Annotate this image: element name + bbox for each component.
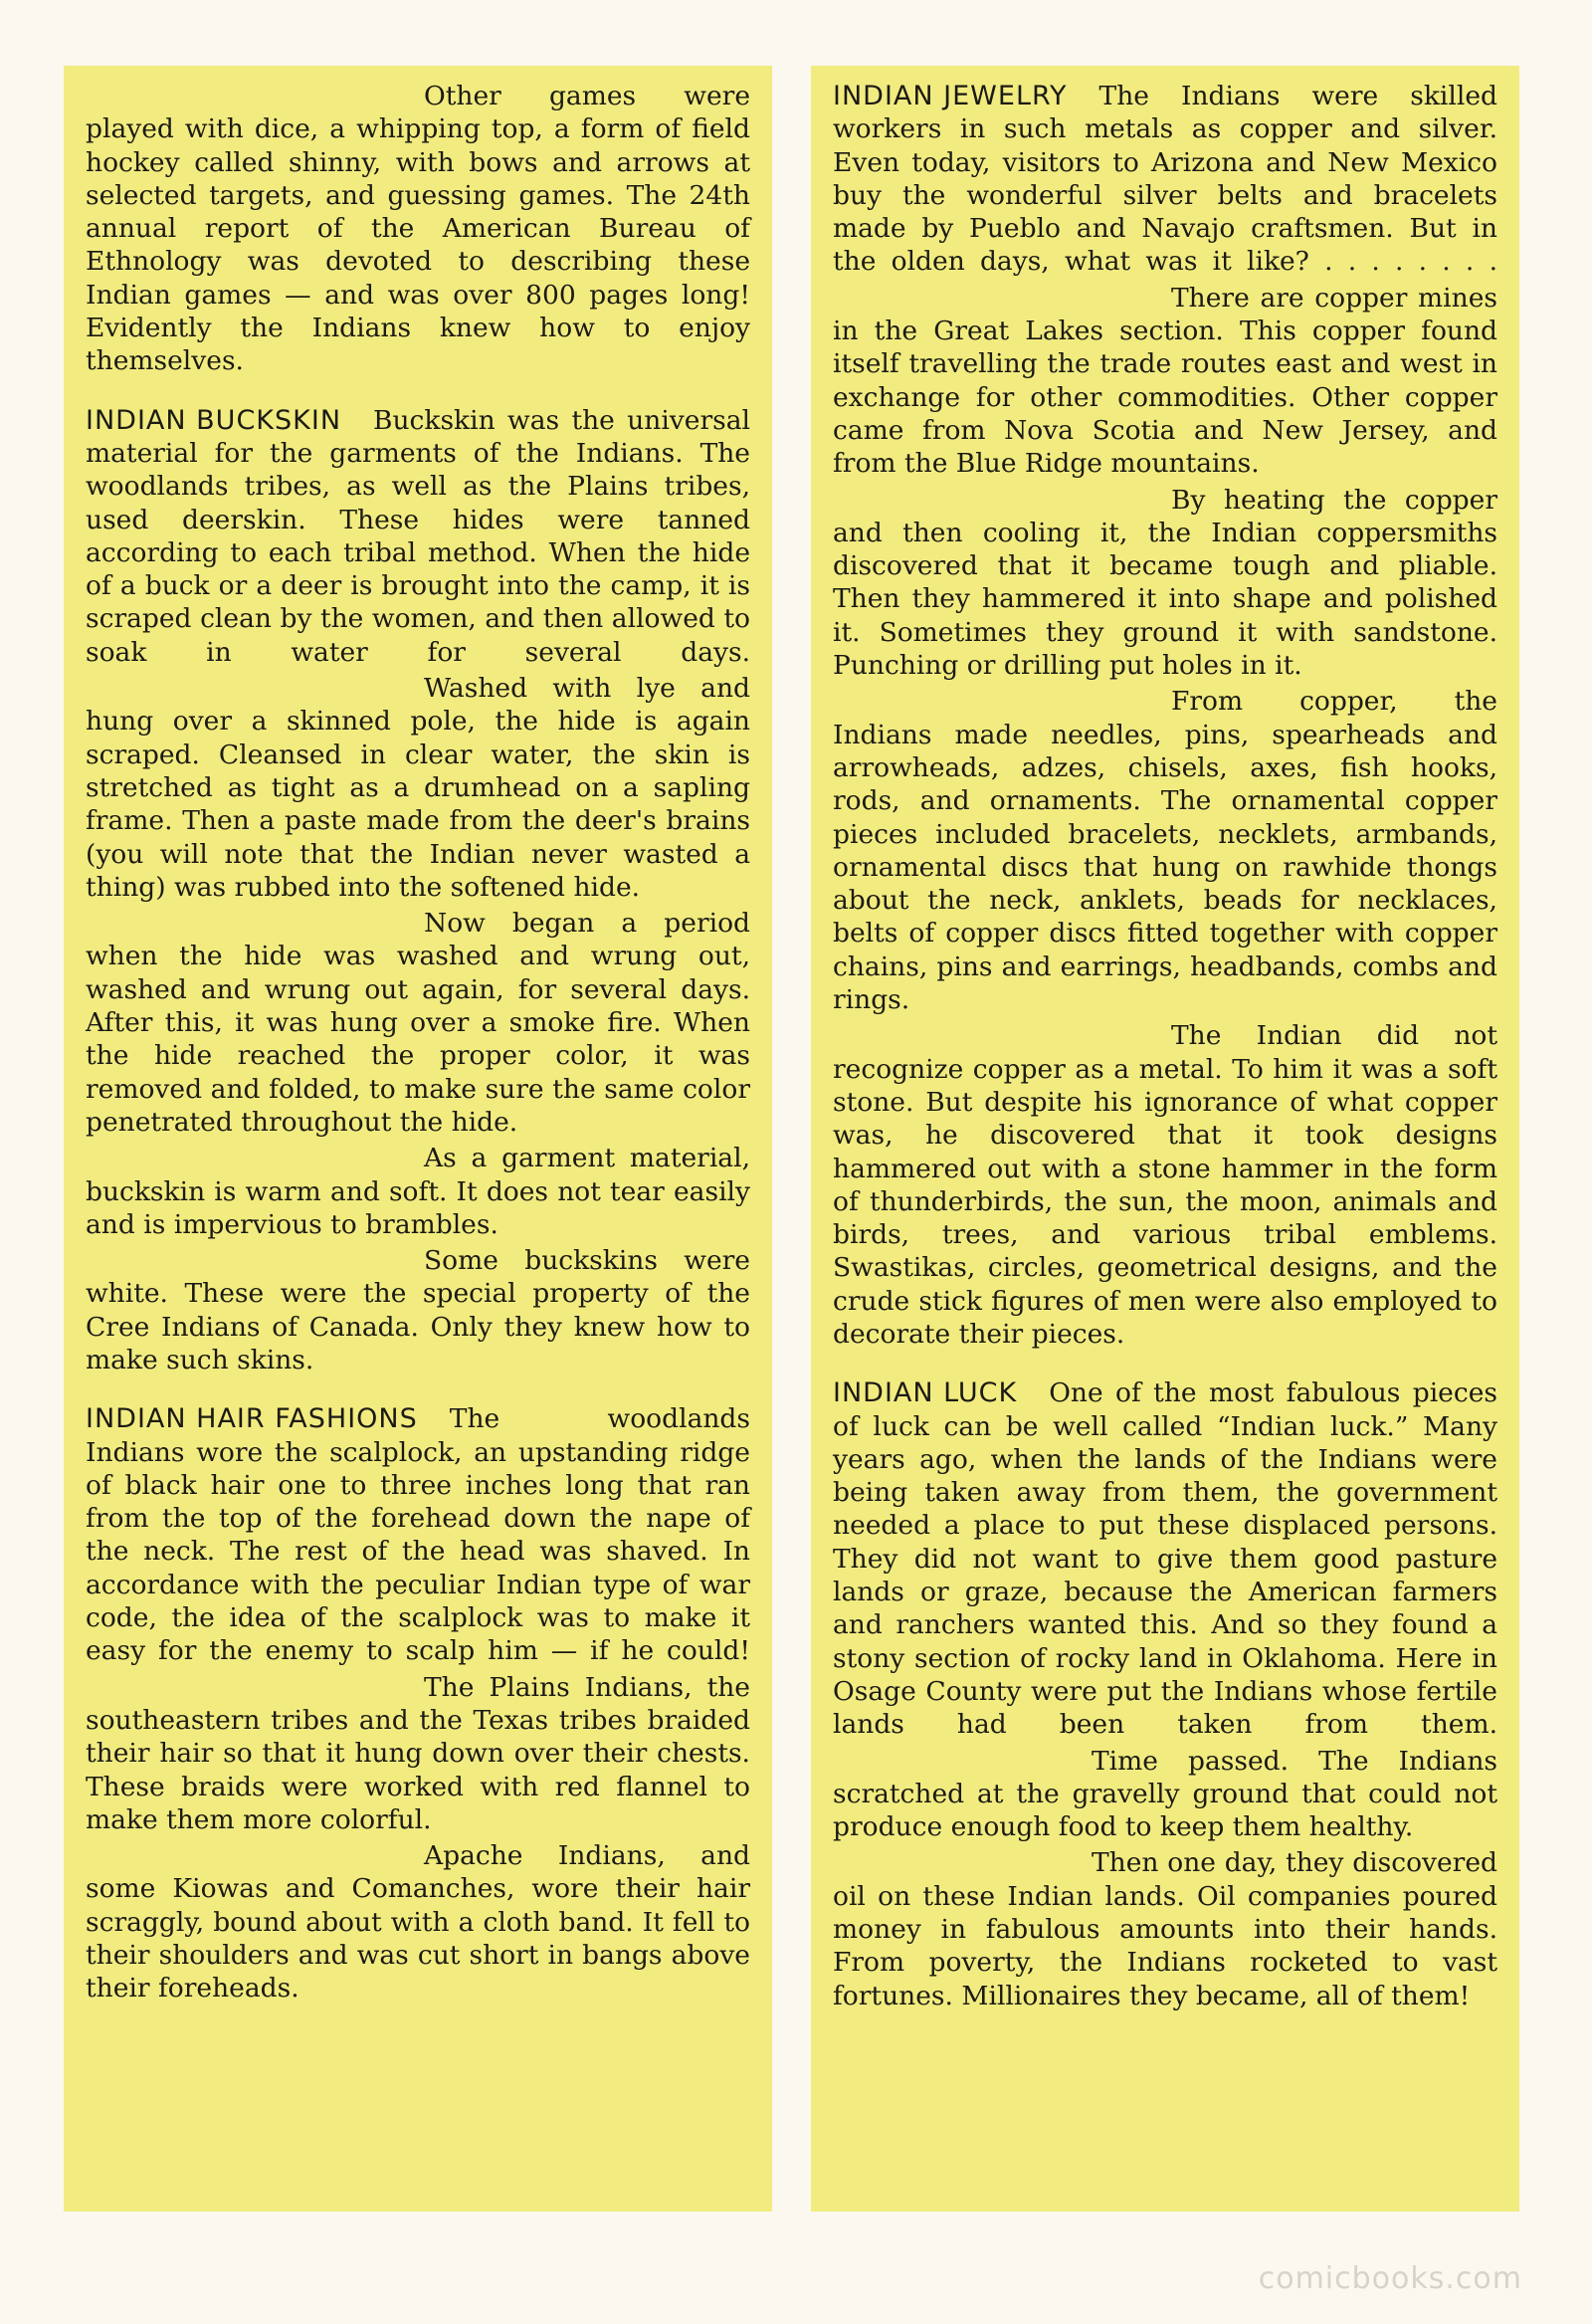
buckskin-paragraph-5: Some buckskins were white. These were the special property of the Cree Indians of Canada. Only they knew how to make such skins. xyxy=(86,1245,750,1375)
section-buckskin xyxy=(86,404,750,1377)
buckskin-paragraph-3: Now began a period when the hide was washed and wrung out, washed and wrung out again, for several days. After this, it was hung over a smoke fire. When the hide reached the proper color, it was removed and folded, to make sure the same color penetrated throughout the hide. xyxy=(86,908,750,1138)
buckskin-paragraph-4: As a garment material, buckskin is warm and soft. It does not tear easily and is impervious to brambles. xyxy=(86,1143,750,1240)
section-heading-buckskin: INDIAN BUCKSKIN xyxy=(86,404,342,436)
jewelry-paragraph-4: From copper, the Indians made needles, pins, spearheads and arrowheads, adzes, chisels, axes, fish hooks, rods, and ornaments. The ornamental copper pieces included bracelets, necklets, armbands, ornamental discs that hung on rawhide thongs about the neck, anklets, beads for necklaces, belts of copper discs fitted together with copper chains, pins and earrings, headbands, combs and rings. xyxy=(833,686,1497,1016)
section-heading-jewelry: INDIAN JEWELRY xyxy=(833,81,1068,111)
jewelry-paragraph-1: The Indians were skilled workers in such metals as copper and silver. Even today, visitors to Arizona and New Mexico buy the wonderful silver belts and bracelets made by Pueblo and Navajo craftsmen. But in the olden days, what was it like? . . . . . . . . xyxy=(833,81,1497,278)
section-jewelry xyxy=(833,80,1497,1351)
luck-paragraph-1: One of the most fabulous pieces of luck can be well called “Indian luck.” Many years ago, when the lands of the Indians were being taken away from them, the government needed a place to put these displaced persons. They did not want to give them good pasture lands or graze, because the American farmers and ranchers wanted this. And so they found a stony section of rocky land in Oklahoma. Here in Osage County were put the Indians whose fertile lands had been taken from them. xyxy=(833,1377,1497,1741)
section-heading-luck: INDIAN LUCK xyxy=(833,1377,1018,1409)
site-watermark: comicbooks.com xyxy=(1258,2261,1522,2296)
right-column xyxy=(811,66,1519,2212)
section-heading-hair: INDIAN HAIR FASHIONS xyxy=(86,1403,418,1435)
luck-paragraph-2: Time passed. The Indians scratched at the gravelly ground that could not produce enough food to keep them healthy. xyxy=(833,1745,1497,1843)
section-luck xyxy=(833,1376,1497,2012)
left-column xyxy=(64,66,772,2212)
hair-paragraph-3: Apache Indians, and some Kiowas and Comanches, wore their hair scraggly, bound about with a cloth band. It fell to their shoulders and was cut short in bangs above their foreheads. xyxy=(86,1840,750,2005)
buckskin-paragraph-2: Washed with lye and hung over a skinned pole, the hide is again scraped. Cleansed in clear water, the skin is stretched as tight as a drumhead on a sapling frame. Then a paste made from the deer's brains (you will note that the Indian never wasted a thing) was rubbed into the softened hide. xyxy=(86,673,750,903)
jewelry-paragraph-3: By heating the copper and then cooling it, the Indian coppersmiths discovered that it became tough and pliable. Then they hammered it into shape and polished it. Sometimes they ground it with sandstone. Punching or drilling put holes in it. xyxy=(833,484,1497,682)
luck-paragraph-3: Then one day, they discovered oil on these Indian lands. Oil companies poured money in fabulous amounts into their hands. From poverty, the Indians rocketed to vast fortunes. Millionaires they became, all of them! xyxy=(833,1847,1497,2011)
hair-paragraph-1: The woodlands Indians wore the scalplock, an upstanding ridge of black hair one to three inches long that ran from the top of the forehead down the nape of the neck. The rest of the head was shaved. In accordance with the peculiar Indian type of war code, the idea of the scalplock was to make it easy for the enemy to scalp him — if he could! xyxy=(86,1403,750,1667)
section-hair xyxy=(86,1402,750,2005)
buckskin-paragraph-1: Buckskin was the universal material for the garments of the Indians. The woodlands tribes, as well as the Plains tribes, used deerskin. These hides were tanned according to each tribal method. When the hide of a buck or a deer is brought into the camp, it is scraped clean by the women, and then allowed to soak in water for several days. xyxy=(86,404,750,668)
hair-paragraph-2: The Plains Indians, the southeastern tribes and the Texas tribes braided their hair so that it hung down over their chests. These braids were worked with red flannel to make them more colorful. xyxy=(86,1671,750,1835)
jewelry-paragraph-5: The Indian did not recognize copper as a metal. To him it was a soft stone. But despite his ignorance of what copper was, he discovered that it took designs hammered out with a stone hammer in the form of thunderbirds, the sun, the moon, animals and birds, trees, and various tribal emblems. Swastikas, circles, geometrical designs, and the crude stick figures of men were also employed to decorate their pieces. xyxy=(833,1020,1497,1350)
jewelry-paragraph-2: There are copper mines in the Great Lakes section. This copper found itself travelling the trade routes east and west in exchange for other commodities. Other copper came from Nova Scotia and New Jersey, and from the Blue Ridge mountains. xyxy=(833,282,1497,480)
intro-paragraph: Other games were played with dice, a whipping top, a form of field hockey called shinny, with bows and arrows at selected targets, and guessing games. The 24th annual report of the American Bureau of Ethnology was devoted to describing these Indian games — and was over 800 pages long! Evidently the Indians knew how to enjoy themselves. xyxy=(86,81,750,377)
